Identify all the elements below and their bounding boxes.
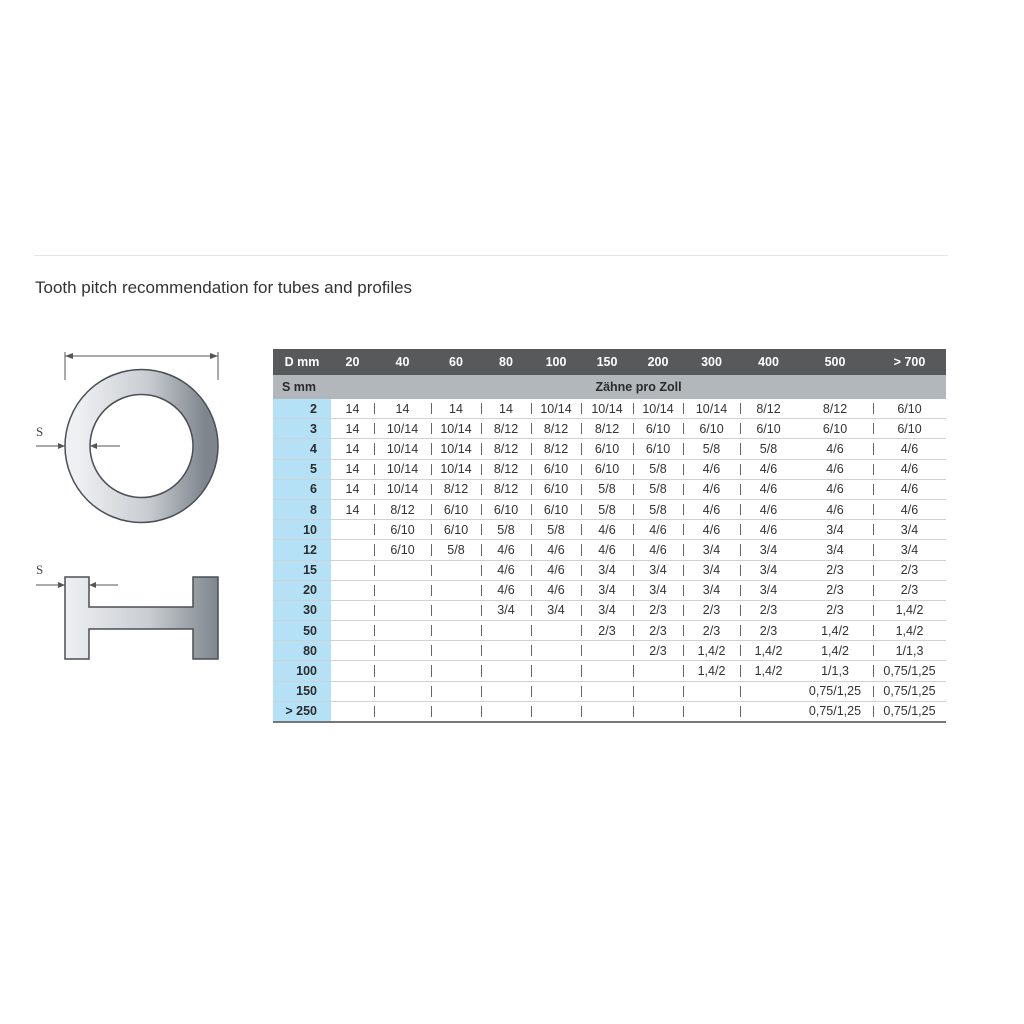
pitch-cell: 1,4/2 — [683, 661, 740, 681]
pitch-cell: 4/6 — [683, 459, 740, 479]
pitch-cell: 6/10 — [531, 499, 581, 519]
table-row — [273, 540, 946, 560]
wall-thickness-cell: > 250 — [273, 701, 331, 722]
pitch-cell: 6/10 — [531, 479, 581, 499]
pitch-cell — [531, 641, 581, 661]
wall-thickness-cell: 3 — [273, 419, 331, 439]
pitch-cell: 2/3 — [683, 600, 740, 620]
pitch-cell: 5/8 — [633, 459, 683, 479]
pitch-cell — [331, 540, 374, 560]
pitch-cell: 14 — [331, 399, 374, 419]
pitch-cell — [331, 600, 374, 620]
wall-thickness-cell: 15 — [273, 560, 331, 580]
pitch-cell: 3/4 — [873, 520, 946, 540]
diameter-column-header: 100 — [531, 349, 581, 375]
pitch-cell: 8/12 — [374, 499, 431, 519]
pitch-cell: 1,4/2 — [740, 641, 797, 661]
diameter-header-label: D mm — [273, 349, 331, 375]
diameter-column-header: 150 — [581, 349, 633, 375]
pitch-cell: 6/10 — [797, 419, 873, 439]
pitch-cell: 14 — [331, 479, 374, 499]
section-divider — [34, 255, 948, 256]
pitch-cell: 8/12 — [581, 419, 633, 439]
wall-thickness-cell: 5 — [273, 459, 331, 479]
pitch-cell: 5/8 — [633, 479, 683, 499]
pitch-cell: 3/4 — [683, 560, 740, 580]
pitch-cell: 6/10 — [374, 540, 431, 560]
table-row — [273, 479, 946, 499]
pitch-cell — [374, 621, 431, 641]
pitch-cell — [581, 681, 633, 701]
pitch-cell — [481, 621, 531, 641]
wall-thickness-cell: 150 — [273, 681, 331, 701]
tooth-pitch-table — [273, 349, 946, 723]
pitch-cell — [531, 701, 581, 722]
pitch-cell: 4/6 — [873, 499, 946, 519]
pitch-cell — [531, 681, 581, 701]
pitch-cell: 3/4 — [797, 540, 873, 560]
pitch-cell — [374, 641, 431, 661]
pitch-cell: 4/6 — [633, 520, 683, 540]
pitch-cell: 6/10 — [873, 419, 946, 439]
diameter-column-header: 40 — [374, 349, 431, 375]
pitch-cell — [431, 641, 481, 661]
pitch-cell: 6/10 — [431, 520, 481, 540]
pitch-cell: 6/10 — [740, 419, 797, 439]
pitch-cell: 14 — [331, 499, 374, 519]
pitch-cell — [374, 600, 431, 620]
diameter-column-header: 300 — [683, 349, 740, 375]
pitch-cell: 4/6 — [740, 499, 797, 519]
pitch-cell — [740, 681, 797, 701]
pitch-cell: 8/12 — [481, 459, 531, 479]
table-row — [273, 459, 946, 479]
wall-thickness-cell: 2 — [273, 399, 331, 419]
wall-thickness-cell: 30 — [273, 600, 331, 620]
table-row — [273, 681, 946, 701]
pitch-cell: 6/10 — [374, 520, 431, 540]
table-row — [273, 499, 946, 519]
pitch-cell — [331, 681, 374, 701]
thickness-header-label: S mm — [273, 375, 331, 399]
pitch-cell: 6/10 — [633, 439, 683, 459]
wall-thickness-cell: 10 — [273, 520, 331, 540]
pitch-cell — [331, 580, 374, 600]
pitch-cell: 2/3 — [740, 600, 797, 620]
pitch-cell: 2/3 — [797, 600, 873, 620]
pitch-cell — [633, 701, 683, 722]
pitch-cell — [331, 621, 374, 641]
pitch-cell: 10/14 — [431, 419, 481, 439]
wall-thickness-label-tube: S — [36, 424, 44, 439]
pitch-cell: 8/12 — [740, 399, 797, 419]
wall-thickness-label-profile: S — [36, 562, 44, 577]
table-row — [273, 439, 946, 459]
pitch-cell — [431, 600, 481, 620]
pitch-cell — [331, 560, 374, 580]
pitch-cell — [431, 661, 481, 681]
pitch-cell: 6/10 — [581, 439, 633, 459]
diameter-column-header: > 700 — [873, 349, 946, 375]
pitch-cell — [481, 641, 531, 661]
pitch-cell: 3/4 — [581, 580, 633, 600]
table-row — [273, 560, 946, 580]
pitch-cell — [481, 661, 531, 681]
pitch-cell: 4/6 — [740, 479, 797, 499]
pitch-cell: 6/10 — [481, 499, 531, 519]
pitch-cell: 1,4/2 — [683, 641, 740, 661]
pitch-cell: 5/8 — [581, 499, 633, 519]
pitch-cell: 3/4 — [740, 580, 797, 600]
table-row — [273, 641, 946, 661]
pitch-cell: 2/3 — [633, 641, 683, 661]
pitch-cell: 1,4/2 — [740, 661, 797, 681]
pitch-cell: 5/8 — [683, 439, 740, 459]
diameter-column-header: 500 — [797, 349, 873, 375]
wall-thickness-cell: 8 — [273, 499, 331, 519]
tooth-pitch-table-body — [273, 399, 946, 722]
pitch-cell: 8/12 — [531, 419, 581, 439]
pitch-cell: 2/3 — [740, 621, 797, 641]
pitch-cell: 6/10 — [531, 459, 581, 479]
pitch-cell: 2/3 — [633, 621, 683, 641]
pitch-cell: 4/6 — [683, 520, 740, 540]
pitch-cell: 2/3 — [581, 621, 633, 641]
pitch-cell: 1,4/2 — [873, 621, 946, 641]
wall-thickness-cell: 4 — [273, 439, 331, 459]
pitch-cell — [431, 681, 481, 701]
pitch-cell: 0,75/1,25 — [873, 661, 946, 681]
pitch-cell: 14 — [331, 419, 374, 439]
pitch-cell: 4/6 — [797, 459, 873, 479]
pitch-cell: 3/4 — [683, 580, 740, 600]
pitch-cell — [431, 580, 481, 600]
pitch-cell: 4/6 — [873, 439, 946, 459]
pitch-cell: 3/4 — [740, 560, 797, 580]
wall-thickness-cell: 80 — [273, 641, 331, 661]
pitch-cell: 3/4 — [797, 520, 873, 540]
pitch-cell: 4/6 — [481, 580, 531, 600]
pitch-cell: 3/4 — [481, 600, 531, 620]
pitch-cell: 2/3 — [683, 621, 740, 641]
pitch-cell: 3/4 — [581, 560, 633, 580]
profile-illustration — [30, 340, 230, 670]
diameter-column-header: 20 — [331, 349, 374, 375]
table-row — [273, 520, 946, 540]
pitch-cell: 0,75/1,25 — [797, 681, 873, 701]
pitch-cell: 14 — [374, 399, 431, 419]
pitch-cell — [740, 701, 797, 722]
pitch-cell — [431, 621, 481, 641]
wall-thickness-cell: 20 — [273, 580, 331, 600]
pitch-cell — [683, 701, 740, 722]
diameter-column-header: 60 — [431, 349, 481, 375]
pitch-cell: 3/4 — [740, 540, 797, 560]
pitch-cell: 8/12 — [481, 419, 531, 439]
pitch-cell: 3/4 — [683, 540, 740, 560]
pitch-cell: 4/6 — [797, 479, 873, 499]
wall-thickness-cell: 6 — [273, 479, 331, 499]
pitch-cell: 5/8 — [633, 499, 683, 519]
pitch-cell: 4/6 — [531, 580, 581, 600]
pitch-cell: 0,75/1,25 — [797, 701, 873, 722]
pitch-cell: 4/6 — [581, 520, 633, 540]
pitch-cell — [374, 681, 431, 701]
pitch-cell — [481, 701, 531, 722]
table-row — [273, 399, 946, 419]
pitch-cell: 8/12 — [481, 439, 531, 459]
pitch-cell — [374, 560, 431, 580]
pitch-cell: 10/14 — [431, 439, 481, 459]
table-row — [273, 600, 946, 620]
table-row — [273, 701, 946, 722]
wall-thickness-cell: 100 — [273, 661, 331, 681]
pitch-cell: 14 — [331, 459, 374, 479]
pitch-cell — [331, 520, 374, 540]
table-row — [273, 580, 946, 600]
pitch-cell: 10/14 — [683, 399, 740, 419]
pitch-cell: 4/6 — [683, 499, 740, 519]
pitch-cell: 4/6 — [481, 540, 531, 560]
diameter-header-row — [273, 349, 946, 375]
pitch-cell: 1,4/2 — [797, 621, 873, 641]
pitch-cell: 14 — [331, 439, 374, 459]
pitch-cell: 5/8 — [581, 479, 633, 499]
pitch-cell: 6/10 — [581, 459, 633, 479]
pitch-cell: 4/6 — [873, 479, 946, 499]
pitch-cell — [581, 661, 633, 681]
pitch-cell: 10/14 — [374, 459, 431, 479]
pitch-cell: 10/14 — [633, 399, 683, 419]
pitch-cell: 1,4/2 — [797, 641, 873, 661]
pitch-cell: 8/12 — [431, 479, 481, 499]
pitch-cell — [331, 641, 374, 661]
pitch-cell: 4/6 — [531, 560, 581, 580]
pitch-cell — [431, 701, 481, 722]
pitch-cell: 14 — [431, 399, 481, 419]
pitch-cell: 4/6 — [740, 520, 797, 540]
pitch-cell — [633, 661, 683, 681]
tube-and-profile-drawing — [30, 340, 230, 670]
pitch-cell — [531, 621, 581, 641]
table-row — [273, 419, 946, 439]
pitch-cell: 4/6 — [683, 479, 740, 499]
section-title: Tooth pitch recommendation for tubes and profiles — [35, 278, 413, 297]
pitch-cell: 10/14 — [531, 399, 581, 419]
pitch-cell: 1,4/2 — [873, 600, 946, 620]
pitch-cell: 3/4 — [633, 560, 683, 580]
pitch-cell: 10/14 — [581, 399, 633, 419]
pitch-cell: 6/10 — [873, 399, 946, 419]
pitch-cell: 3/4 — [581, 600, 633, 620]
pitch-cell: 0,75/1,25 — [873, 701, 946, 722]
pitch-cell: 6/10 — [431, 499, 481, 519]
pitch-cell: 2/3 — [873, 560, 946, 580]
pitch-cell: 6/10 — [683, 419, 740, 439]
pitch-cell: 4/6 — [797, 499, 873, 519]
pitch-cell: 14 — [481, 399, 531, 419]
thickness-header-row — [273, 375, 946, 399]
pitch-cell: 4/6 — [581, 540, 633, 560]
pitch-cell: 5/8 — [531, 520, 581, 540]
pitch-cell: 5/8 — [481, 520, 531, 540]
wall-thickness-cell: 50 — [273, 621, 331, 641]
pitch-cell: 4/6 — [481, 560, 531, 580]
pitch-cell — [374, 701, 431, 722]
table-row — [273, 661, 946, 681]
pitch-cell: 4/6 — [740, 459, 797, 479]
pitch-cell: 10/14 — [374, 419, 431, 439]
pitch-cell: 10/14 — [374, 479, 431, 499]
pitch-cell — [581, 641, 633, 661]
pitch-cell: 2/3 — [633, 600, 683, 620]
pitch-cell — [683, 681, 740, 701]
pitch-cell: 6/10 — [633, 419, 683, 439]
pitch-cell — [633, 681, 683, 701]
pitch-cell: 4/6 — [633, 540, 683, 560]
pitch-cell: 8/12 — [481, 479, 531, 499]
pitch-cell: 3/4 — [531, 600, 581, 620]
pitch-cell — [581, 701, 633, 722]
pitch-cell — [374, 661, 431, 681]
pitch-cell: 5/8 — [740, 439, 797, 459]
unit-caption: Zähne pro Zoll — [331, 375, 946, 399]
pitch-cell: 8/12 — [797, 399, 873, 419]
pitch-cell — [481, 681, 531, 701]
pitch-cell: 2/3 — [797, 560, 873, 580]
pitch-cell — [431, 560, 481, 580]
pitch-cell: 2/3 — [797, 580, 873, 600]
pitch-cell: 4/6 — [531, 540, 581, 560]
pitch-cell — [331, 661, 374, 681]
pitch-cell: 2/3 — [873, 580, 946, 600]
pitch-cell — [331, 701, 374, 722]
pitch-cell: 1/1,3 — [873, 641, 946, 661]
pitch-cell: 1/1,3 — [797, 661, 873, 681]
table-row — [273, 621, 946, 641]
pitch-cell: 4/6 — [873, 459, 946, 479]
pitch-cell — [374, 580, 431, 600]
pitch-cell: 10/14 — [431, 459, 481, 479]
pitch-cell: 0,75/1,25 — [873, 681, 946, 701]
pitch-cell: 3/4 — [873, 540, 946, 560]
diameter-column-header: 80 — [481, 349, 531, 375]
pitch-cell — [531, 661, 581, 681]
wall-thickness-cell: 12 — [273, 540, 331, 560]
diameter-column-header: 400 — [740, 349, 797, 375]
pitch-cell: 3/4 — [633, 580, 683, 600]
pitch-cell: 8/12 — [531, 439, 581, 459]
pitch-cell: 5/8 — [431, 540, 481, 560]
diameter-column-header: 200 — [633, 349, 683, 375]
pitch-cell: 4/6 — [797, 439, 873, 459]
pitch-cell: 10/14 — [374, 439, 431, 459]
